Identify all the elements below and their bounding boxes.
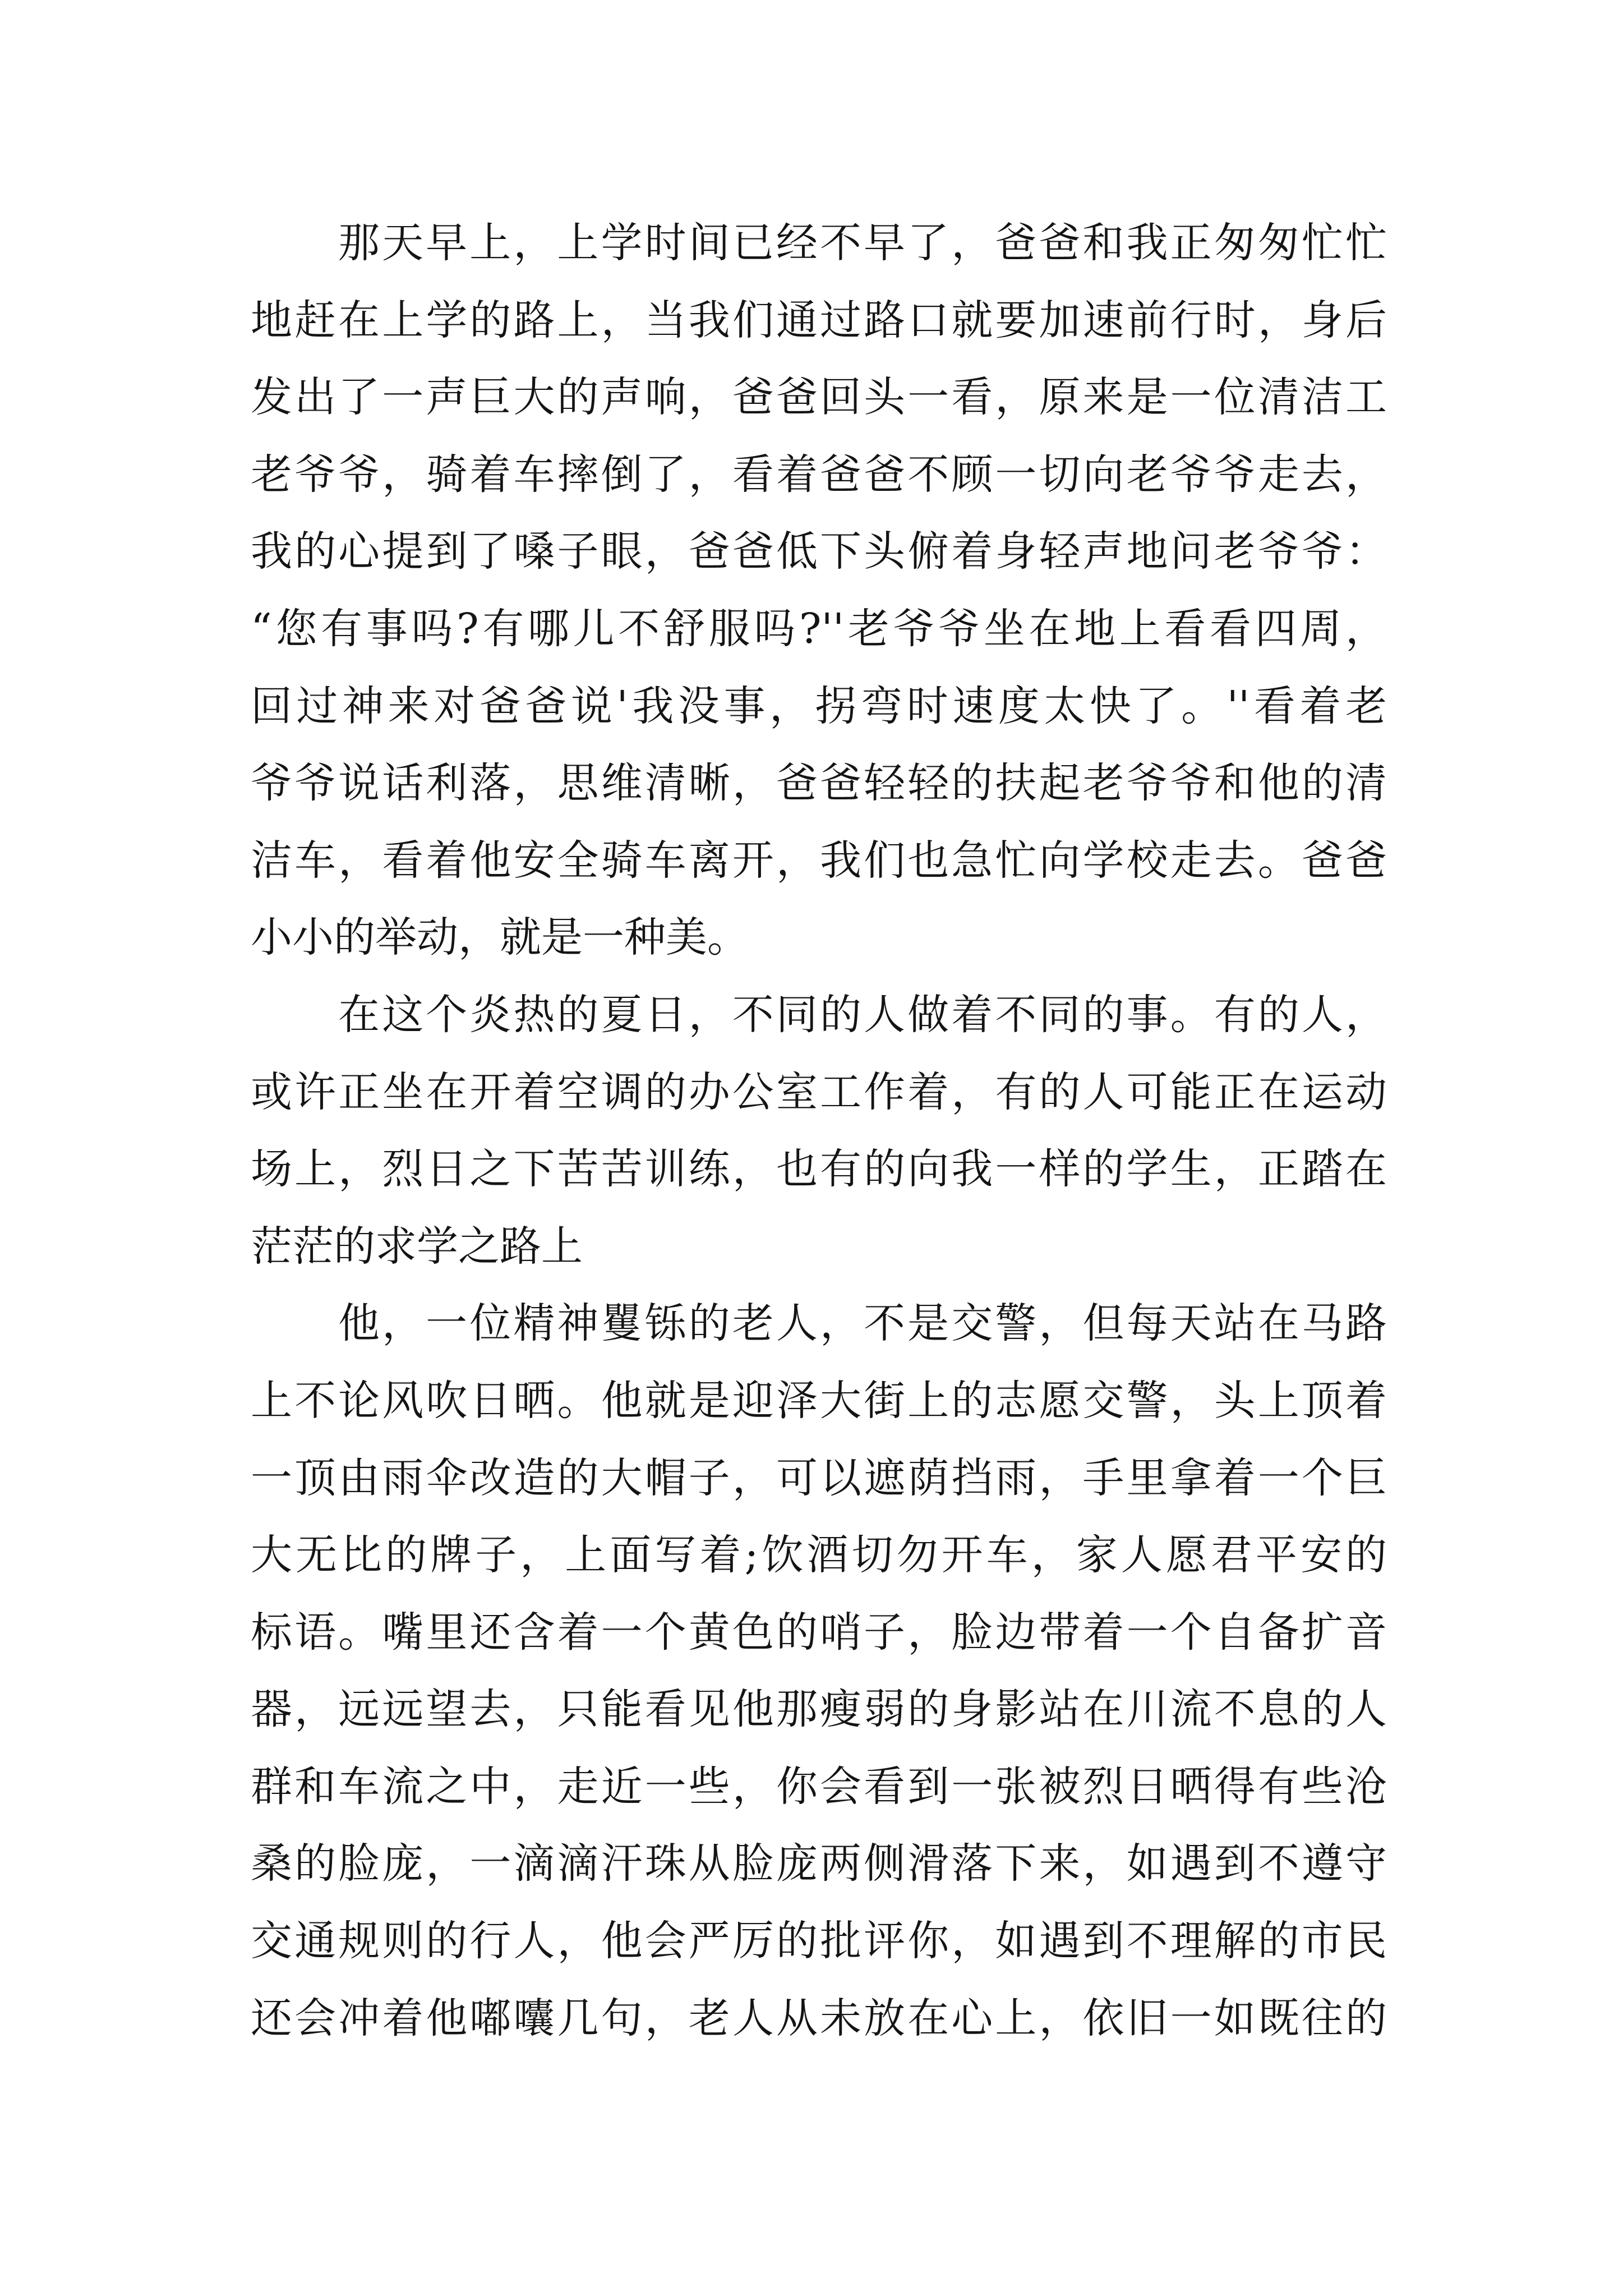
text-line: 标语。嘴里还含着一个黄色的哨子，脸边带着一个自备扩音 xyxy=(251,1608,1387,1657)
text-line: 老爷爷，骑着车摔倒了，看着爸爸不顾一切向老爷爷走去， xyxy=(251,450,1387,499)
text-line: 他，一位精神矍铄的老人，不是交警，但每天站在马路 xyxy=(338,1299,1387,1348)
text-line: 发出了一声巨大的声响，爸爸回头一看，原来是一位清洁工 xyxy=(251,373,1387,422)
text-line: 茫茫的求学之路上 xyxy=(251,1222,583,1271)
text-line: 桑的脸庞，一滴滴汗珠从脸庞两侧滑落下来，如遇到不遵守 xyxy=(251,1839,1387,1888)
text-line: 还会冲着他嘟囔几句，老人从未放在心上，依旧一如既往的 xyxy=(251,1994,1387,2042)
text-line: 场上，烈日之下苦苦训练，也有的向我一样的学生，正踏在 xyxy=(251,1145,1387,1194)
text-line: 大无比的牌子，上面写着;饮酒切勿开车，家人愿君平安的 xyxy=(251,1531,1387,1580)
text-line: 爷爷说话利落，思维清晰，爸爸轻轻的扶起老爷爷和他的清 xyxy=(251,759,1387,808)
text-line: 那天早上，上学时间已经不早了，爸爸和我正匆匆忙忙 xyxy=(338,219,1387,267)
text-line: 我的心提到了嗓子眼，爸爸低下头俯着身轻声地问老爷爷： xyxy=(251,527,1387,576)
text-line: “您有事吗?有哪儿不舒服吗?''老爷爷坐在地上看看四周， xyxy=(251,604,1387,653)
text-line: 洁车，看着他安全骑车离开，我们也急忙向学校走去。爸爸 xyxy=(251,836,1387,885)
text-line: 在这个炎热的夏日，不同的人做着不同的事。有的人， xyxy=(338,990,1387,1039)
text-line: 回过神来对爸爸说'我没事，拐弯时速度太快了。''看着老 xyxy=(251,682,1387,730)
text-line: 地赶在上学的路上，当我们通过路口就要加速前行时，身后 xyxy=(251,296,1387,344)
text-line: 器，远远望去，只能看见他那瘦弱的身影站在川流不息的人 xyxy=(251,1685,1387,1734)
text-line: 群和车流之中，走近一些，你会看到一张被烈日晒得有些沧 xyxy=(251,1762,1387,1811)
text-line: 小小的举动，就是一种美。 xyxy=(251,913,749,962)
text-line: 或许正坐在开着空调的办公室工作着，有的人可能正在运动 xyxy=(251,1068,1387,1116)
paragraph-3 xyxy=(251,1285,1387,2057)
text-line: 上不论风吹日晒。他就是迎泽大街上的志愿交警，头上顶着 xyxy=(251,1376,1387,1425)
paragraph-2 xyxy=(251,977,1387,1285)
text-line: 一顶由雨伞改造的大帽子，可以遮荫挡雨，手里拿着一个巨 xyxy=(251,1453,1387,1502)
body-text xyxy=(251,205,1387,2057)
paragraph-1 xyxy=(251,205,1387,977)
text-line: 交通规则的行人，他会严厉的批评你，如遇到不理解的市民 xyxy=(251,1917,1387,1966)
